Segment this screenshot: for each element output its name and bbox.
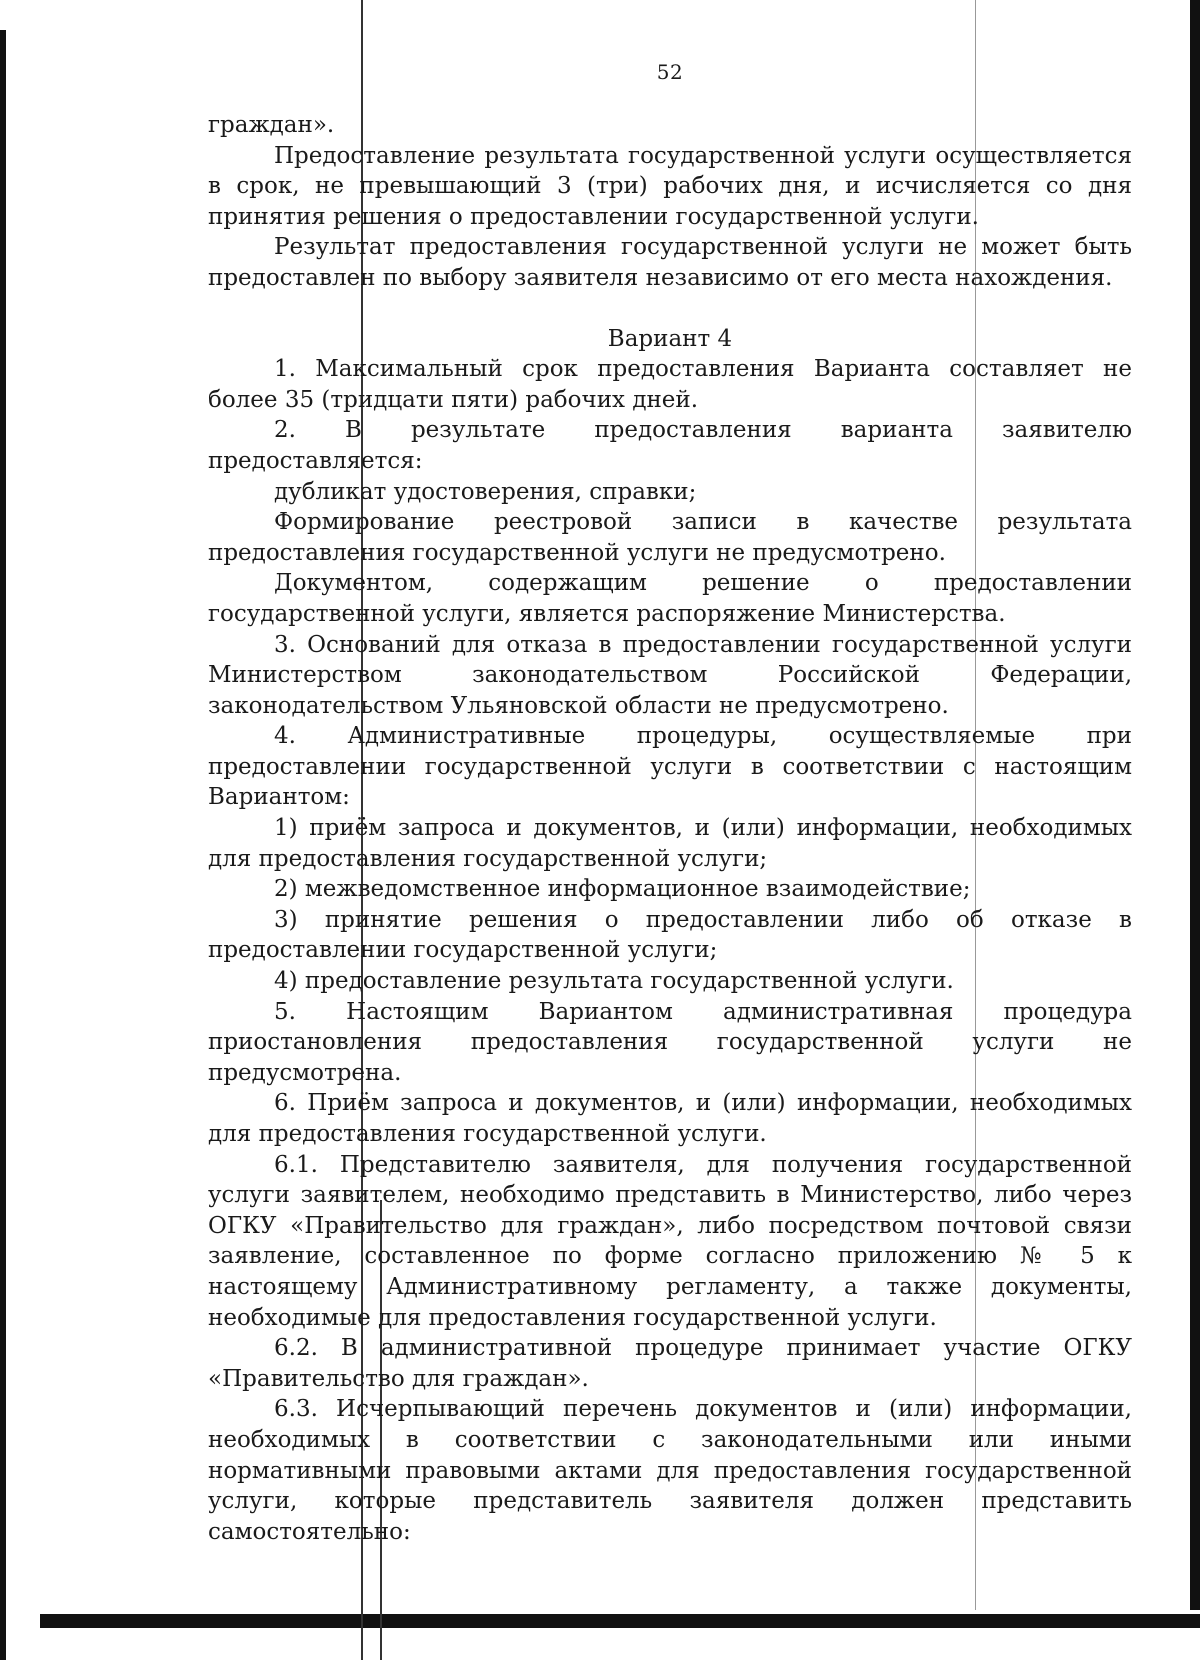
page-number: 52 <box>656 60 684 84</box>
list-item: 5. Настоящим Вариантом административная процедура приостановления предоставления государственной услуги не предусмотрена. <box>208 998 1132 1086</box>
list-item: 6.3. Исчерпывающий перечень документов и (или) информации, необходимых в соответствии с законодательными или иными нормативными правовыми актами для предоставления государственной услуги, которые представитель заявителя должен представить самостоятельно: <box>208 1396 1132 1545</box>
list-item: 2) межведомственное информационное взаимодействие; <box>274 876 971 903</box>
paragraph: Результат предоставления государственной услуги не может быть предоставлен по выбору заявителя независимо от его места нахождения. <box>208 234 1132 291</box>
list-item: 4. Административные процедуры, осуществляемые при предоставлении государственной услуги в соответствии с настоящим Вариантом: <box>208 723 1132 811</box>
scan-border-bottom <box>40 1614 1200 1628</box>
document-page <box>208 60 1132 1547</box>
list-item: дубликат удостоверения, справки; <box>274 478 697 505</box>
variant-heading: Вариант 4 <box>607 325 733 352</box>
list-item: 6.1. Представителю заявителя, для получения государственной услуги заявителем, необходимо представить в Министерство, либо через ОГКУ «Правительство для граждан», либо посредством почтовой связи заявление, составленное по форме согласно приложению № 5 к настоящему Административному регламенту, а также документы, необходимые для предоставления государственной услуги. <box>208 1151 1132 1331</box>
list-item: 4) предоставление результата государственной услуги. <box>274 968 954 995</box>
scan-border-left <box>0 30 6 1660</box>
list-item: 1) приём запроса и документов, и (или) информации, необходимых для предоставления государственной услуги; <box>208 815 1132 872</box>
list-item: 6. Приём запроса и документов, и (или) информации, необходимых для предоставления государственной услуги. <box>208 1090 1132 1147</box>
paragraph: граждан». <box>208 112 335 138</box>
list-item: Документом, содержащим решение о предоставлении государственной услуги, является распоряжение Министерства. <box>208 570 1132 627</box>
list-item: 2. В результате предоставления варианта заявителю предоставляется: <box>208 417 1132 474</box>
list-item: 3) принятие решения о предоставлении либо об отказе в предоставлении государственной услуги; <box>208 906 1132 964</box>
list-item: 1. Максимальный срок предоставления Варианта составляет не более 35 (тридцати пяти) рабочих дней. <box>208 356 1132 413</box>
list-item: 3. Оснований для отказа в предоставлении государственной услуги Министерством законодательством Российской Федерации, законодательством Ульяновской области не предусмотрено. <box>208 631 1132 719</box>
list-item: Формирование реестровой записи в качестве результата предоставления государственной услуги не предусмотрено. <box>208 509 1132 566</box>
document-body <box>208 110 1132 1547</box>
list-item: 6.2. В административной процедуре принимает участие ОГКУ «Правительство для граждан». <box>208 1335 1132 1392</box>
scan-border-right <box>1190 0 1200 1610</box>
paragraph: Предоставление результата государственной услуги осуществляется в срок, не превышающий 3 (три) рабочих дня, и исчисляется со дня принятия решения о предоставлении государственной услуги. <box>208 142 1132 230</box>
